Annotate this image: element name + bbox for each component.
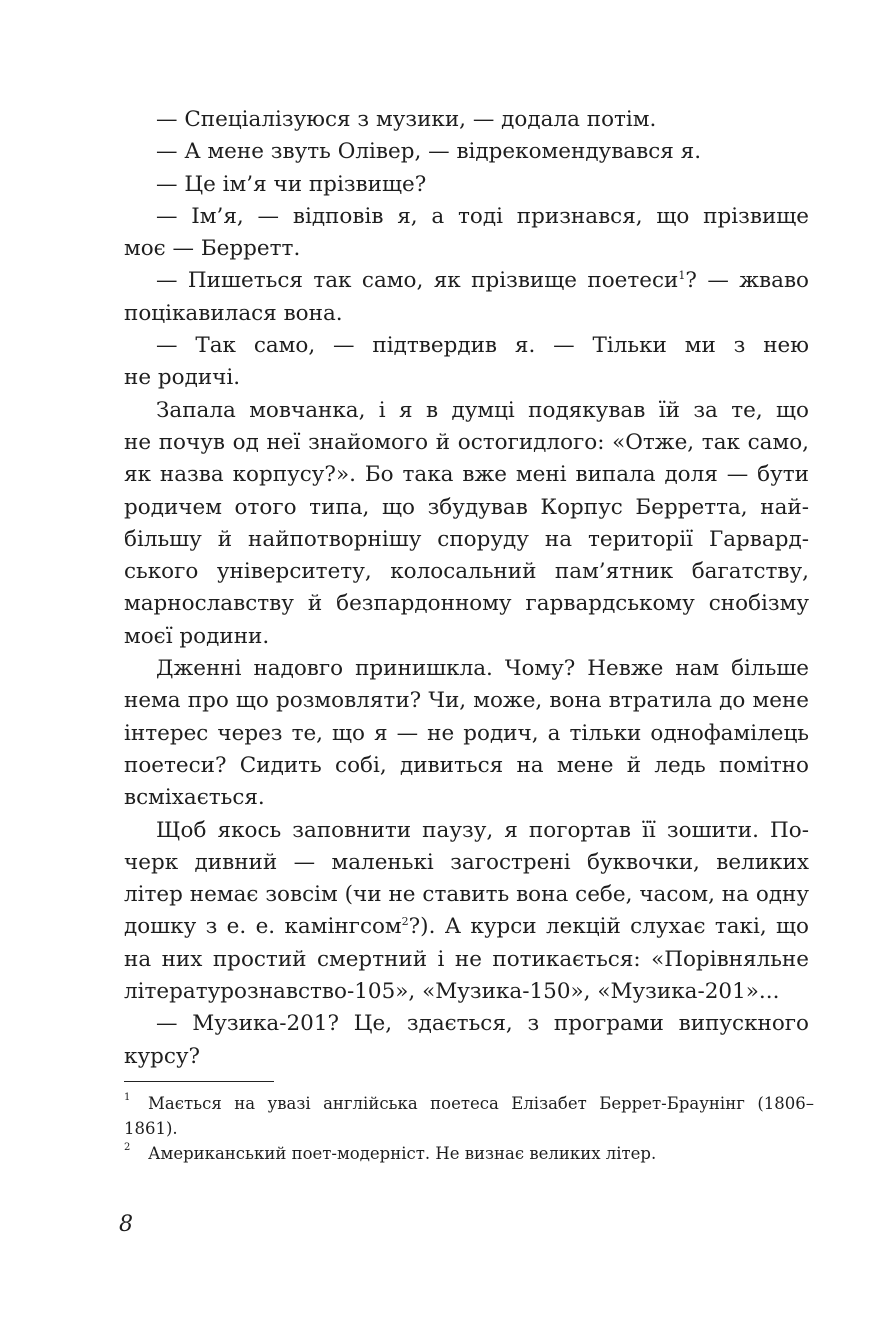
- text-line: на них простий смертний і не потикається: «Порівняльне: [124, 946, 809, 972]
- text-line: поцікавилася вона.: [124, 300, 343, 326]
- text-line: Дженні надовго принишкла. Чому? Невже нам більше: [156, 656, 809, 682]
- footnote-1: [124, 1091, 814, 1116]
- text-line: Щоб якось заповнити паузу, я погортав її зошити. По-: [156, 817, 809, 843]
- text-fragment: ?). А курси лекцій слухає такі, що: [408, 914, 809, 940]
- text-line: всміхається.: [124, 785, 265, 811]
- footnote-divider: [124, 1081, 274, 1082]
- text-line: інтерес через те, що я — не родич, а тільки однофамілець: [124, 720, 809, 746]
- footnote-number: 2: [124, 1142, 131, 1153]
- text-fragment: дошку з е. е. камінгсом: [124, 914, 402, 940]
- text-line: Запала мовчанка, і я в думці подякував їй за те, що: [156, 397, 809, 423]
- text-line: нема про що розмовляти? Чи, може, вона втратила до мене: [124, 688, 809, 714]
- text-line: [124, 265, 809, 297]
- footnote-1-continuation: 1861).: [124, 1119, 178, 1138]
- footnotes: [124, 1091, 814, 1166]
- footnote-text: Американський поет-модерніст. Не визнає великих літер.: [148, 1144, 657, 1163]
- footnote-ref-2: 2: [401, 915, 409, 929]
- text-line: [124, 911, 809, 943]
- text-fragment: — Пишеться так само, як прізвище поетеси: [156, 268, 679, 294]
- footnote-ref-1: 1: [678, 269, 686, 283]
- footnote-number: 1: [124, 1092, 131, 1103]
- text-line: — Музика-201? Це, здається, з програми випускного: [156, 1011, 809, 1037]
- text-line: — Спеціалізуюся з музики, — додала потім.: [156, 107, 657, 132]
- text-line: моє — Берретт.: [124, 236, 301, 262]
- text-line: курсу?: [124, 1043, 201, 1069]
- text-line: черк дивний — маленькі загострені буквочки, великих: [124, 849, 809, 875]
- text-line: — А мене звуть Олівер, — відрекомендувався я.: [156, 139, 702, 165]
- footnote-2: [124, 1141, 814, 1166]
- text-line: ського університету, колосальний пам’ятник багатству,: [124, 559, 809, 585]
- text-line: марнославству й безпардонному гарвардському снобізму: [124, 591, 809, 617]
- text-line: не родичі.: [124, 365, 241, 391]
- text-line: — Так само, — підтвердив я. — Тільки ми з нею: [156, 333, 809, 359]
- text-line: як назва корпусу?». Бо така вже мені випала доля — бути: [124, 462, 809, 488]
- footnote-text: Мається на увазі англійська поетеса Елізабет Беррет-Браунінг (1806–: [148, 1094, 814, 1113]
- text-line: моєї родини.: [124, 623, 270, 649]
- text-line: родичем отого типа, що збудував Корпус Берретта, най-: [124, 494, 809, 520]
- text-line: не почув од неї знайомого й остогидлого: «Отже, так само,: [124, 429, 809, 455]
- text-line: — Ім’я, — відповів я, а тоді признався, що прізвище: [156, 203, 809, 229]
- text-fragment: ? — жваво: [685, 268, 809, 294]
- text-line: літературознавство-105», «Музика-150», «Музика-201»...: [124, 979, 780, 1005]
- page-number: 8: [119, 1212, 133, 1237]
- main-text: [124, 104, 809, 1073]
- text-line: літер немає зовсім (чи не ставить вона себе, часом, на одну: [124, 882, 809, 908]
- text-line: поетеси? Сидить собі, дивиться на мене й ледь помітно: [124, 752, 809, 778]
- text-line: більшу й найпотворнішу споруду на території Гарвард-: [124, 526, 809, 552]
- text-line: — Це ім’я чи прізвище?: [156, 171, 427, 197]
